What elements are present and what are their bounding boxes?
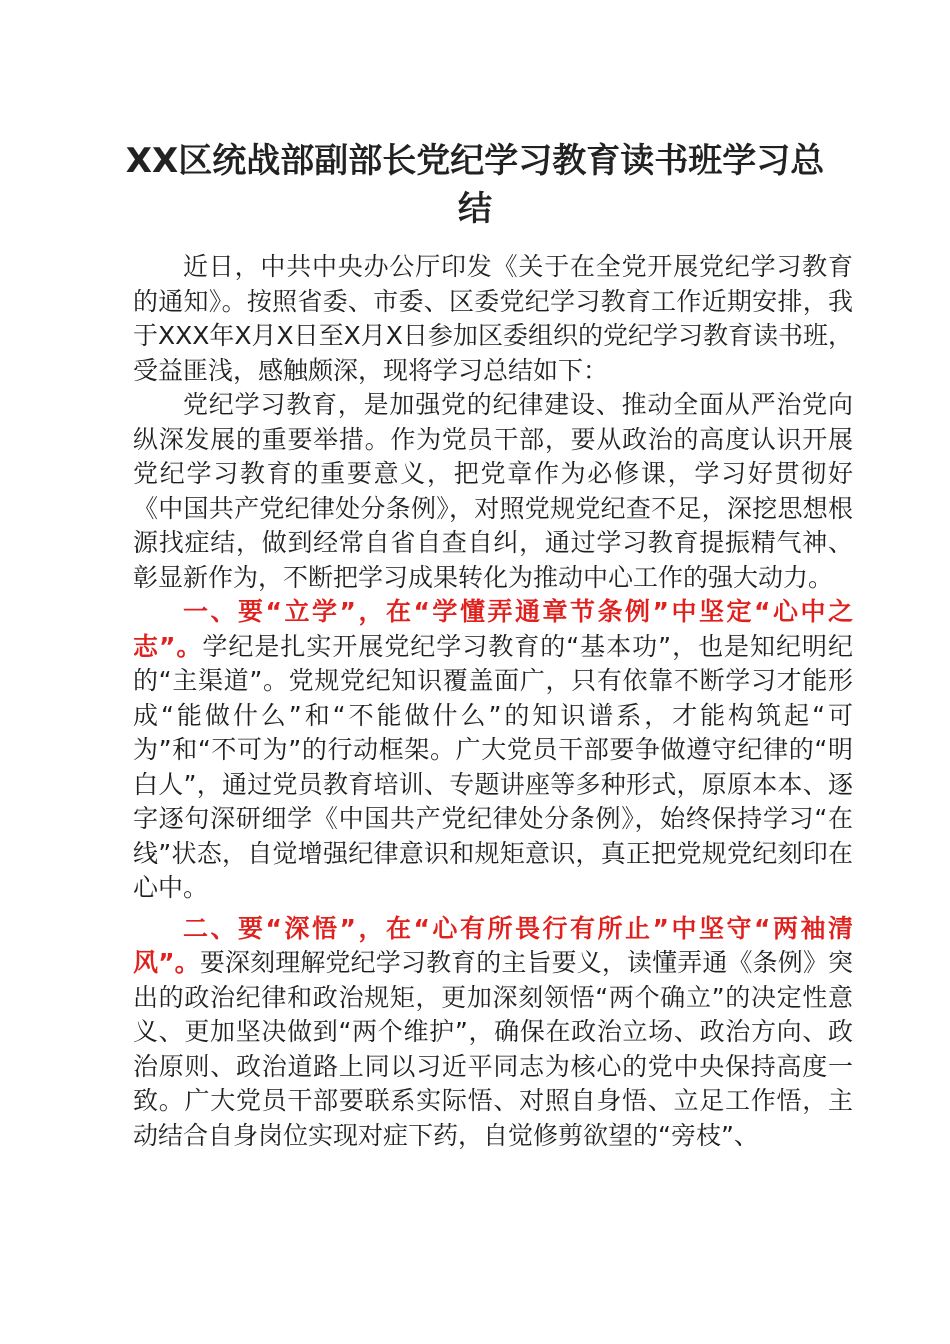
section-heading: 一、要“立学”，在“学懂弄通章节条例”中坚定“心中之志”。	[133, 597, 853, 661]
paragraph-intro	[133, 250, 853, 388]
paragraph-overview	[133, 388, 853, 595]
paragraph-section-two	[133, 912, 853, 1154]
paragraph-text: 近日，中共中央办公厅印发《关于在全党开展党纪学习教育的通知》。按照省委、市委、区委党纪学习教育工作近期安排，我于XXX年X月X日至X月X日参加区委组织的党纪学习教育读书班，受益匪浅，感触颇深，现将学习总结如下：	[133, 252, 853, 385]
paragraph-text: 学纪是扎实开展党纪学习教育的“基本功”，也是知纪明纪的“主渠道”。党规党纪知识覆盖面广，只有依靠不断学习才能形成“能做什么”和“不能做什么”的知识谱系，才能构筑起“可为”和“不可为”的行动框架。广大党员干部要争做遵守纪律的“明白人”，通过党员教育培训、专题讲座等多种形式，原原本本、逐字逐句深研细学《中国共产党纪律处分条例》，始终保持学习“在线”状态，自觉增强纪律意识和规矩意识，真正把党规党纪刻印在心中。	[133, 631, 854, 902]
paragraph-text: 党纪学习教育，是加强党的纪律建设、推动全面从严治党向纵深发展的重要举措。作为党员干部，要从政治的高度认识开展党纪学习教育的重要意义，把党章作为必修课，学习好贯彻好《中国共产党纪律处分条例》，对照党规党纪查不足，深挖思想根源找症结，做到经常自省自查自纠，通过学习教育提振精气神、彰显新作为，不断把学习成果转化为推动中心工作的强大动力。	[133, 390, 853, 592]
section-heading: 二、要“深悟”，在“心有所畏行有所止”中坚守“两袖清风”。	[133, 913, 853, 977]
document-title: XX区统战部副部长党纪学习教育读书班学习总结	[125, 141, 825, 229]
document-body	[133, 250, 853, 1153]
paragraph-section-one	[133, 595, 853, 906]
paragraph-text: 要深刻理解党纪学习教育的主旨要义，读懂弄通《条例》突出的政治纪律和政治规矩，更加深刻领悟“两个确立”的决定性意义、更加坚决做到“两个维护”，确保在政治立场、政治方向、政治原则、政治道路上同以习近平同志为核心的党中央保持高度一致。广大党员干部要联系实际悟、对照自身悟、立足工作悟，主动结合自身岗位实现对症下药，自觉修剪欲望的“旁枝”、	[133, 948, 853, 1150]
